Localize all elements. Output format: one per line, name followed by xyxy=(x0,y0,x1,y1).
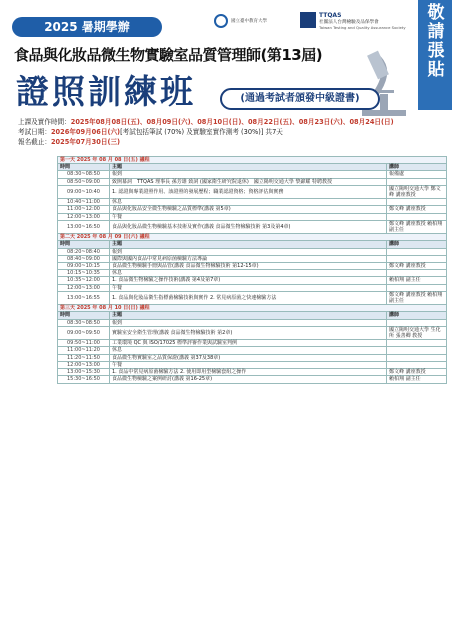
table-row xyxy=(58,347,447,354)
session-topic: 休息 xyxy=(110,347,387,354)
session-topic: 食品與化妝品微生物檢驗基本技術及實作(講義 食品微生物檢驗技術 第3及第4章) xyxy=(110,220,387,233)
session-topic: 食品微生物檢驗之案例研討(講義 第16-25章) xyxy=(110,376,387,383)
table-row xyxy=(58,213,447,220)
session-topic: 1. 食品與化妝品衛生指標菌檢驗技術與實作 2. 常見病原菌之快速檢驗方法 xyxy=(110,291,387,304)
session-lecturer xyxy=(387,340,447,347)
session-time: 08:50~09:00 xyxy=(58,178,110,185)
session-time: 11:00~11:20 xyxy=(58,347,110,354)
day-label: 第三天 2025 年 08 月 10 日(日) 議程 xyxy=(58,305,447,312)
table-row xyxy=(58,220,447,233)
column-header: 講師 xyxy=(387,241,447,248)
course-main-title: 證照訓練班 xyxy=(16,72,196,111)
session-topic: 1. 食品中常見病原菌檢驗方法 2. 使用即用型檢驗套組之操作 xyxy=(110,369,387,376)
session-topic: 報到 xyxy=(110,171,387,178)
session-time: 09:50~11:00 xyxy=(58,340,110,347)
session-time: 10:35~12:00 xyxy=(58,277,110,284)
session-topic: 致開幕詞 TTQAS 理事長 孫芳雄 致詞 (國家衛生研究院退休) 國立陽明交通大學 黎錦耀 特聘教授 xyxy=(110,178,387,185)
session-topic: 午餐 xyxy=(110,213,387,220)
session-topic: 休息 xyxy=(110,199,387,206)
session-topic: 國際與國內食品中常見病原菌檢驗方法導論 xyxy=(110,255,387,262)
table-row xyxy=(58,354,447,361)
table-row xyxy=(58,291,447,304)
session-lecturer xyxy=(387,248,447,255)
session-time: 08:30~08:50 xyxy=(58,319,110,326)
session-topic: 報到 xyxy=(110,319,387,326)
session-time: 15:30~16:50 xyxy=(58,376,110,383)
exam-date-line: 考試日期：2026年09月06日(六)[考試包括筆試 (70%) 及實驗室實作測考 (30%)] 共7天 xyxy=(18,128,283,136)
table-row xyxy=(58,263,447,270)
column-header: 時間 xyxy=(58,164,110,171)
day-header-row xyxy=(58,305,447,312)
table-row xyxy=(58,284,447,291)
session-topic: 食品與化妝品安全微生物檢驗之品質標準(講義 第5章) xyxy=(110,206,387,213)
schedule-table xyxy=(57,156,447,384)
year-badge: 2025 暑期學辦 xyxy=(12,17,162,37)
university-logo xyxy=(214,14,267,28)
society-emblem-icon xyxy=(300,12,316,28)
society-en-name: Taiwan Testing and Quality Assurance Society xyxy=(319,25,406,30)
stamp-banner xyxy=(418,0,452,110)
table-row xyxy=(58,171,447,178)
day-header-row xyxy=(58,157,447,164)
session-time: 09:00~10:15 xyxy=(58,263,110,270)
table-row xyxy=(58,326,447,339)
session-lecturer: 賴柏翔 副主任 xyxy=(387,376,447,383)
session-time: 08:30~08:50 xyxy=(58,171,110,178)
day-label: 第二天 2025 年 08 月 09 日(六) 議程 xyxy=(58,234,447,241)
day-label: 第一天 2025 年 08 月 08 日(五) 議程 xyxy=(58,157,447,164)
column-header-row xyxy=(58,164,447,171)
university-name: 國立臺中教育大學 xyxy=(231,19,267,24)
session-lecturer: 鄭文峰 講座教授 xyxy=(387,369,447,376)
session-topic: 午餐 xyxy=(110,284,387,291)
session-lecturer xyxy=(387,319,447,326)
table-row xyxy=(58,369,447,376)
session-lecturer xyxy=(387,270,447,277)
session-time: 11:00~12:00 xyxy=(58,206,110,213)
session-time: 13:00~15:30 xyxy=(58,369,110,376)
session-lecturer: 賴柏翔 副主任 xyxy=(387,277,447,284)
session-lecturer: 鄭文峰 講座教授 xyxy=(387,206,447,213)
session-time: 09:00~10:40 xyxy=(58,185,110,198)
session-lecturer xyxy=(387,199,447,206)
session-time: 10:15~10:35 xyxy=(58,270,110,277)
session-topic: 實驗室安全衛生管理(講義 食品微生物檢驗技術 第2章) xyxy=(110,326,387,339)
table-row xyxy=(58,277,447,284)
session-lecturer: 國立陽明交通大學 生化所 張善卿 教授 xyxy=(387,326,447,339)
university-emblem-icon xyxy=(214,14,228,28)
session-lecturer xyxy=(387,347,447,354)
column-header-row xyxy=(58,241,447,248)
session-lecturer: 鄭文峰 講座教授 賴柏翔 副主任 xyxy=(387,291,447,304)
session-lecturer xyxy=(387,178,447,185)
session-time: 12:00~13:00 xyxy=(58,213,110,220)
session-time: 10:40~11:00 xyxy=(58,199,110,206)
session-time: 09:00~09:50 xyxy=(58,326,110,339)
table-row xyxy=(58,178,447,185)
session-topic: 1. 認證與專業證照作用、該證照的發展歷程；職業認證資格；資格評估與實務 xyxy=(110,185,387,198)
table-row xyxy=(58,319,447,326)
course-title: 食品與化妝品微生物實驗室品質管理師(第13屆) xyxy=(14,46,323,64)
stamp-text: 敬請張貼 xyxy=(427,3,445,80)
session-lecturer xyxy=(387,213,447,220)
session-topic: 工業環境 QC 與 ISO/17025 標準評審作業與試驗室判例 xyxy=(110,340,387,347)
session-time: 13:00~16:55 xyxy=(58,291,110,304)
session-topic: 1. 食品微生物檢驗之操作技術(講義 第4及第7章) xyxy=(110,277,387,284)
session-topic: 報到 xyxy=(110,248,387,255)
column-header: 主題 xyxy=(110,164,387,171)
society-abbr: TTQAS xyxy=(319,12,342,19)
session-time: 12:00~13:00 xyxy=(58,284,110,291)
session-lecturer xyxy=(387,255,447,262)
session-topic: 食品微生物實驗室之品質保證(講義 第37及38章) xyxy=(110,354,387,361)
table-row xyxy=(58,206,447,213)
session-time: 08:20~08:40 xyxy=(58,248,110,255)
session-lecturer: 國立陽明交通大學 鄭文峰 講座教授 xyxy=(387,185,447,198)
session-lecturer xyxy=(387,361,447,368)
session-time: 13:00~16:50 xyxy=(58,220,110,233)
table-row xyxy=(58,340,447,347)
table-row xyxy=(58,270,447,277)
column-header-row xyxy=(58,312,447,319)
table-row xyxy=(58,376,447,383)
table-row xyxy=(58,199,447,206)
session-lecturer xyxy=(387,354,447,361)
session-lecturer: 鄭文峰 講座教授 賴柏翔 副主任 xyxy=(387,220,447,233)
day-header-row xyxy=(58,234,447,241)
session-time: 12:00~13:00 xyxy=(58,361,110,368)
session-lecturer xyxy=(387,284,447,291)
society-name: 社團法人台灣檢驗及品保學會 xyxy=(319,20,379,25)
session-lecturer: 報備處 xyxy=(387,171,447,178)
session-topic: 食品微生物檢驗手冊與品管(講義 食品微生物檢驗技術 第12-15章) xyxy=(110,263,387,270)
column-header: 主題 xyxy=(110,241,387,248)
session-topic: 午餐 xyxy=(110,361,387,368)
course-info xyxy=(18,117,438,147)
session-time: 08:40~09:00 xyxy=(58,255,110,262)
column-header: 時間 xyxy=(58,312,110,319)
session-topic: 休息 xyxy=(110,270,387,277)
deadline-line: 報名截止：2025年07月30日(三) xyxy=(18,138,121,146)
society-logo xyxy=(300,12,406,32)
table-row xyxy=(58,361,447,368)
certificate-note: (通過考試者頒發中級證書) xyxy=(220,88,380,110)
column-header: 主題 xyxy=(110,312,387,319)
column-header: 講師 xyxy=(387,164,447,171)
session-lecturer: 鄭文峰 講座教授 xyxy=(387,263,447,270)
class-dates-line: 上課及實作時間：2025年08月08日(五)、08月09日(六)、08月10日(日)、08月22日(五)、08月23日(六)、08月24日(日) xyxy=(18,118,394,126)
column-header: 講師 xyxy=(387,312,447,319)
session-time: 11:20~11:50 xyxy=(58,354,110,361)
table-row xyxy=(58,248,447,255)
column-header: 時間 xyxy=(58,241,110,248)
table-row xyxy=(58,185,447,198)
table-row xyxy=(58,255,447,262)
